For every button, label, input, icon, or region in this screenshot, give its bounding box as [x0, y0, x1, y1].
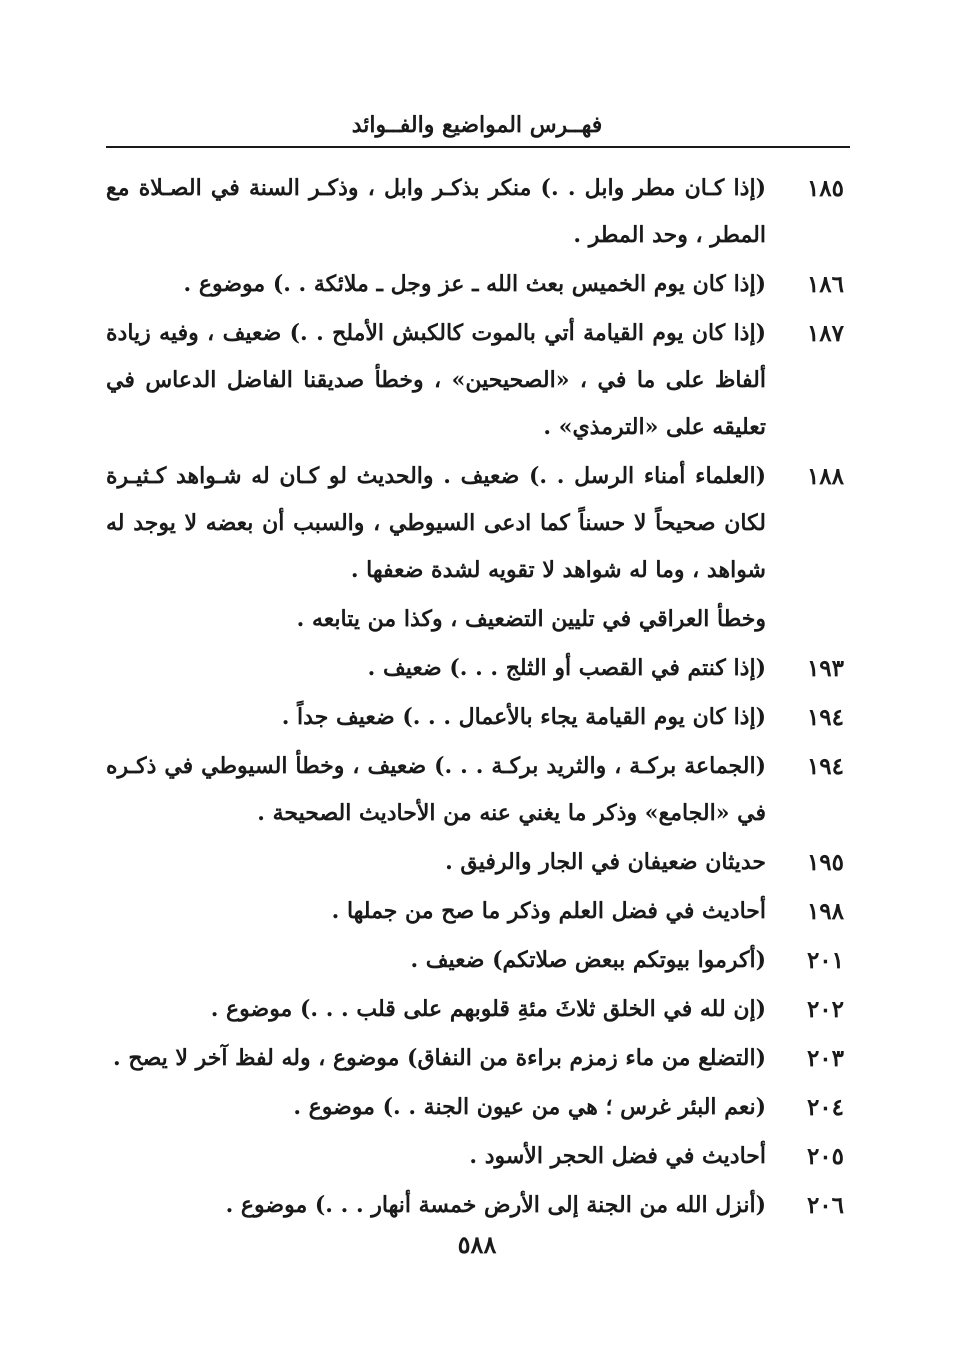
entry-text: (التضلع من ماء زمزم براءة من النفاق) موضوع ، وله لفظ آخر لا يصح .	[113, 1045, 766, 1071]
entry-page-number: ٢٠١	[806, 947, 844, 974]
entry-page-number: ١٩٤	[806, 704, 844, 731]
index-entry-continuation	[106, 596, 850, 643]
entry-page-number: ١٩٣	[806, 655, 844, 682]
entry-page-number: ١٨٨	[806, 463, 844, 490]
index-entry	[106, 1035, 850, 1082]
index-entry	[106, 743, 850, 837]
index-entry	[106, 1084, 850, 1131]
entry-text: (أنزل الله من الجنة إلى الأرض خمسة أنهار . . .) موضوع .	[225, 1192, 766, 1218]
page-number: ٥٨٨	[457, 1230, 497, 1259]
entry-page-number: ١٨٦	[806, 271, 844, 298]
entry-page-number: ١٩٥	[806, 849, 844, 876]
index-entry	[106, 261, 850, 308]
index-entry	[106, 310, 850, 451]
entry-text: (نعم البئر غرس ؛ هي من عيون الجنة . .) موضوع .	[293, 1094, 766, 1120]
entry-text: (أكرموا بيوتكم ببعض صلاتكم) ضعيف .	[410, 947, 766, 973]
entry-text: (إذا كان يوم الخميس بعث الله ـ عز وجل ـ ملائكة . .) موضوع .	[183, 271, 766, 297]
entry-page-number: ١٨٧	[806, 320, 844, 347]
entry-page-number: ٢٠٤	[806, 1094, 844, 1121]
entry-text: أحاديث في فضل العلم وذكر ما صح من جملها .	[331, 898, 766, 924]
entry-text: (إذا كنتم في القصب أو الثلج . . .) ضعيف .	[367, 655, 766, 681]
index-entry	[106, 1133, 850, 1180]
index-entry	[106, 888, 850, 935]
entry-text: حديثان ضعيفان في الجار والرفيق .	[445, 849, 766, 875]
entry-page-number: ٢٠٦	[806, 1192, 844, 1219]
index-entry	[106, 165, 850, 259]
entry-page-number: ٢٠٥	[806, 1143, 844, 1170]
index-entry	[106, 645, 850, 692]
entry-text: (إذا كـان مطر وابل . .) منكر بذكـر وابل ، وذكـر السنة في الصـلاة مع المطر ، وحد المطر .	[106, 175, 766, 248]
index-entry	[106, 937, 850, 984]
index-entry	[106, 986, 850, 1033]
entry-page-number: ١٩٤	[806, 753, 844, 780]
index-entry	[106, 453, 850, 594]
entry-text: (الجماعة بركـة ، والثريد بركـة . . .) ضعيف ، وخطأ السيوطي في ذكـره في «الجامع» وذكر ما يغني عنه من الأحاديث الصحيحة .	[106, 753, 766, 826]
index-entry	[106, 839, 850, 886]
entry-text: (إذا كان يوم القيامة أتي بالموت كالكبش الأملح . .) ضعيف ، وفيه زيادة ألفاظ على ما في ، «الصحيحين» ، وخطأ صديقنا الفاضل الدعاس في تعليقه على «الترمذي» .	[106, 320, 766, 440]
entry-text: وخطأ العراقي في تليين التضعيف ، وكذا من يتابعه .	[296, 606, 766, 632]
index-entries	[106, 165, 850, 1231]
entry-text: أحاديث في فضل الحجر الأسود .	[469, 1143, 766, 1169]
entry-page-number: ١٨٥	[806, 175, 844, 202]
entry-page-number: ٢٠٣	[806, 1045, 844, 1072]
entry-page-number: ١٩٨	[806, 898, 844, 925]
index-entry	[106, 1182, 850, 1229]
header-divider	[106, 146, 850, 148]
entry-page-number: ٢٠٢	[806, 996, 844, 1023]
page-header-title: فهــرس المواضيع والفــوائد	[351, 112, 603, 138]
entry-text: (العلماء أمناء الرسل . .) ضعيف . والحديث لو كـان له شـواهد كـثيـرة لكان صحيحاً لا حسناً كما ادعى السيوطي ، والسبب أن بعضه لا يوجد له شواهد ، وما له شواهد لا تقويه لشدة ضعفها .	[106, 463, 766, 583]
index-entry	[106, 694, 850, 741]
entry-text: (إن لله في الخلق ثلاثَ مئةِ قلوبهم على قلب . . .) موضوع .	[210, 996, 766, 1022]
entry-text: (إذا كان يوم القيامة يجاء بالأعمال . . .) ضعيف جداً .	[281, 704, 766, 730]
